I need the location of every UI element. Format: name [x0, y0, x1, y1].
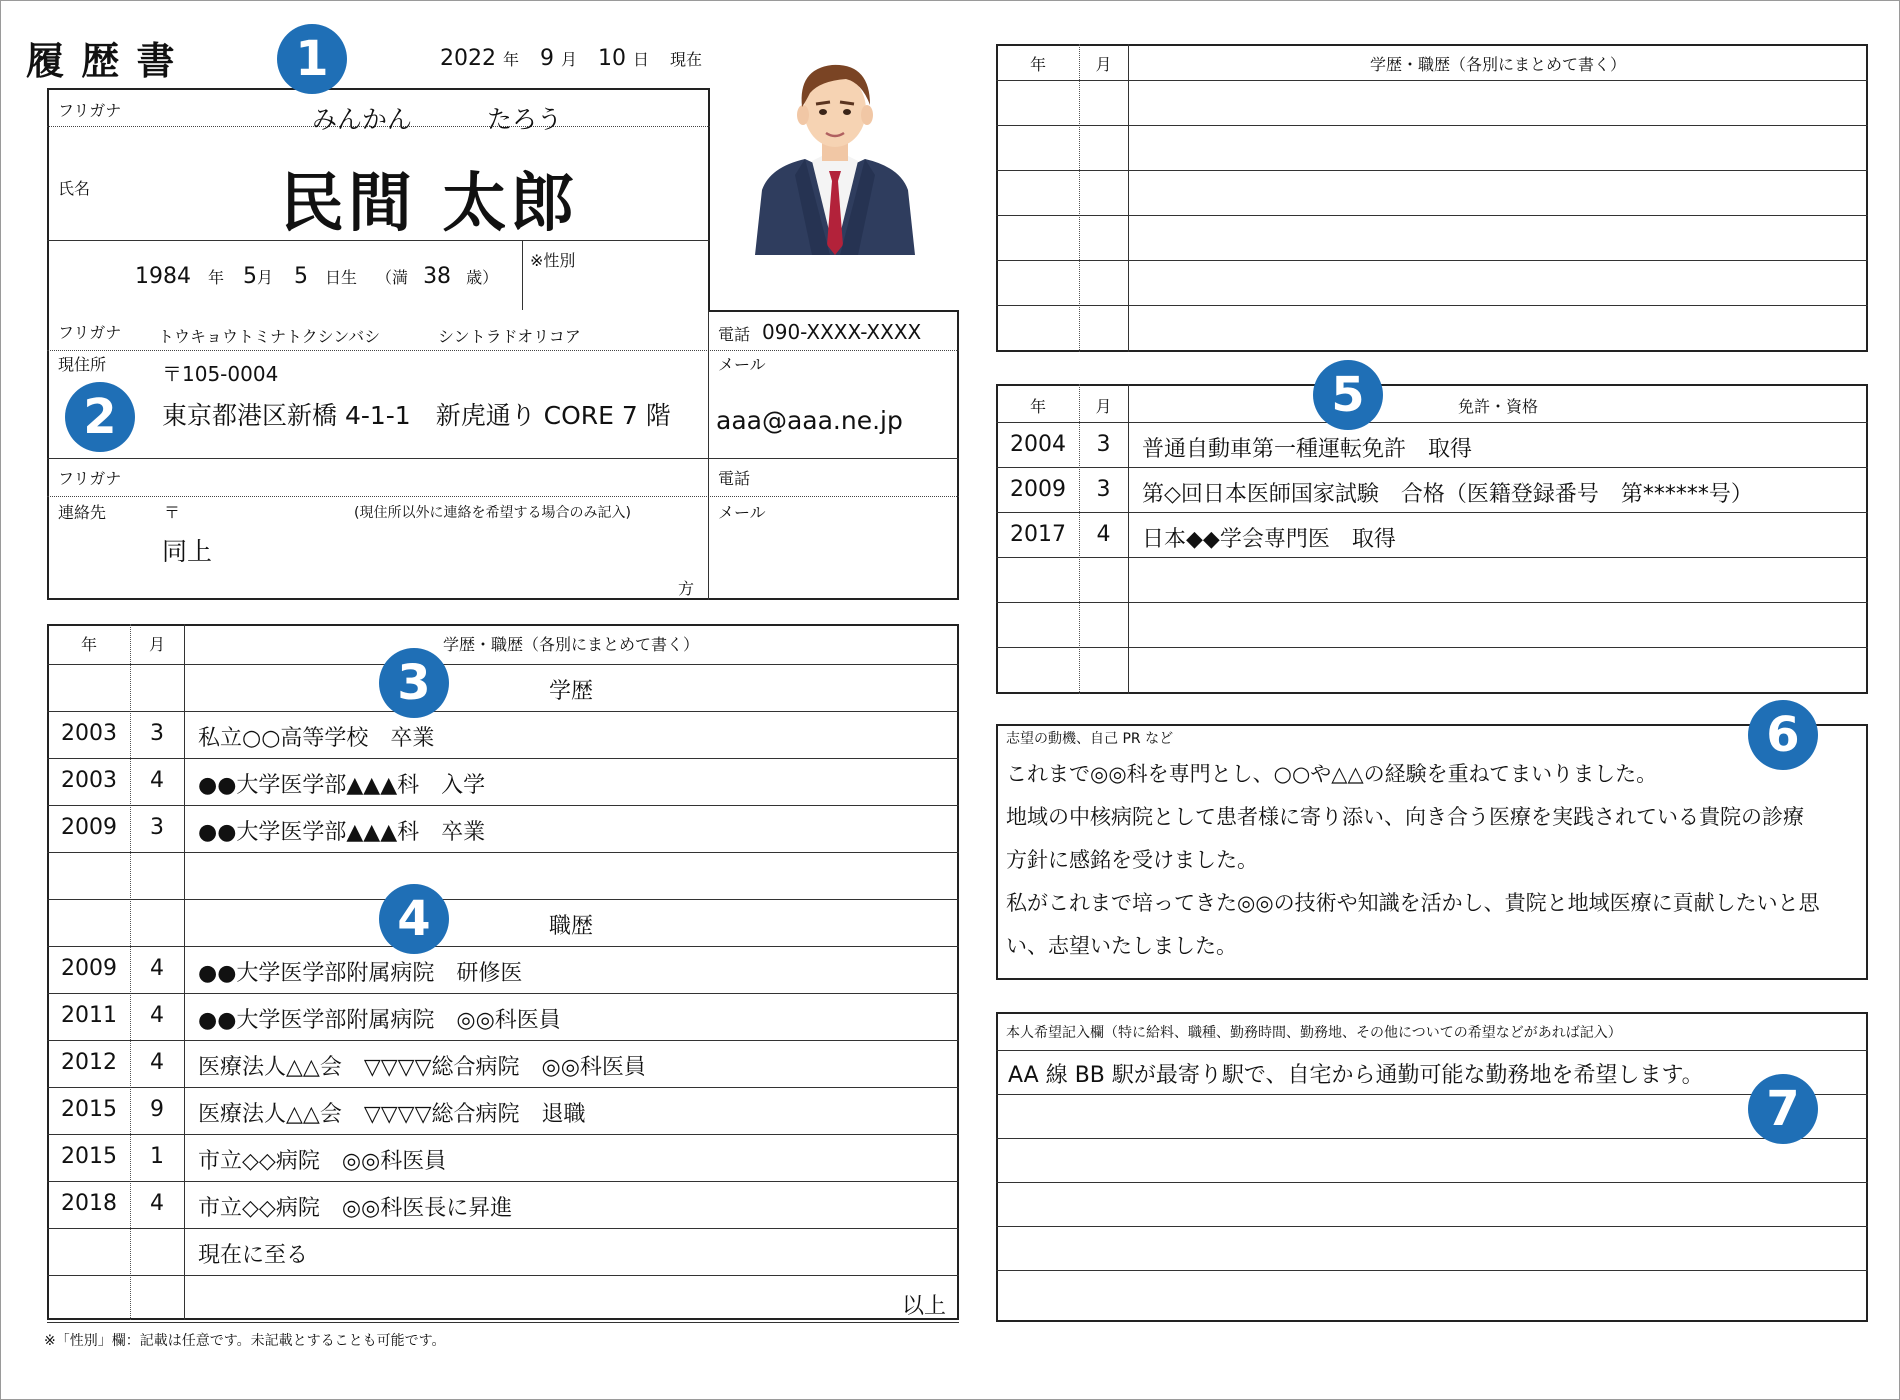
row-divider — [47, 1228, 959, 1229]
date-day: 10 — [598, 46, 627, 71]
gender-label: ※性別 — [530, 251, 576, 270]
row-divider — [47, 1134, 959, 1135]
furigana-label: フリガナ — [58, 101, 122, 120]
contact-note: (現住所以外に連絡を希望する場合のみ記入) — [354, 505, 631, 521]
history-entry: 私立○○高等学校 卒業 — [198, 726, 435, 751]
divider — [708, 310, 959, 312]
badge-6: 6 — [1748, 700, 1818, 770]
license-year: 2004 — [1010, 432, 1066, 457]
history-col-year: 年 — [80, 635, 97, 654]
history-entry: 医療法人△△会 ▽▽▽▽総合病院 退職 — [198, 1102, 586, 1127]
row-divider — [996, 557, 1868, 558]
date-month: 9 — [540, 46, 555, 71]
date-month-unit: 月 — [561, 50, 578, 69]
motivation-line: い、志望いたしました。 — [1006, 934, 1237, 958]
birth-year-unit: 年 — [208, 268, 225, 287]
wishes-label: 本人希望記入欄（特に給料、職種、勤務時間、勤務地、その他についての希望などがあれば記入） — [1006, 1025, 1622, 1041]
avatar — [750, 55, 920, 255]
address-phone-label: 電話 — [718, 325, 751, 344]
history-year: 2015 — [61, 1144, 117, 1169]
row-divider — [996, 602, 1868, 603]
row-divider — [996, 647, 1868, 648]
contact-value: 同上 — [162, 537, 213, 566]
history-month: 9 — [150, 1097, 164, 1122]
row-divider — [996, 305, 1868, 306]
history-col-month: 月 — [148, 635, 165, 654]
row-divider — [996, 170, 1868, 171]
birth-month: 5 — [243, 264, 258, 289]
address-phone: 090-XXXX-XXXX — [762, 320, 922, 344]
badge-3: 3 — [379, 648, 449, 718]
history-entry: 医療法人△△会 ▽▽▽▽総合病院 ◎◎科医員 — [198, 1055, 646, 1080]
badge-7: 7 — [1748, 1074, 1818, 1144]
history-month: 4 — [150, 1191, 164, 1216]
history-month: 3 — [150, 815, 164, 840]
history-month: 3 — [150, 721, 164, 746]
history2-col-year: 年 — [1029, 55, 1046, 74]
address-mail-label: メール — [718, 355, 766, 374]
name-label: 氏名 — [58, 179, 91, 198]
motivation-line: 方針に感銘を受けました。 — [1006, 848, 1258, 872]
license-entry: 日本◆◆学会専門医 取得 — [1142, 527, 1396, 552]
history-col-content: 学歴・職歴（各別にまとめて書く） — [442, 635, 699, 654]
history-month: 4 — [150, 1050, 164, 1075]
row-divider — [47, 1087, 959, 1088]
history-entry: ●●大学医学部附属病院 ◎◎科医員 — [198, 1008, 561, 1033]
motivation-line: 私がこれまで培ってきた◎◎の技術や知識を活かし、貴院と地域医療に貢献したいと思 — [1006, 891, 1820, 915]
history-entry: 市立◇◇病院 ◎◎科医員 — [198, 1149, 447, 1174]
full-name: 民間 太郎 — [280, 167, 579, 241]
history-entry: 以上 — [901, 1294, 946, 1319]
history-year: 2015 — [61, 1097, 117, 1122]
history-year: 2003 — [61, 768, 117, 793]
license-entry: 普通自動車第一種運転免許 取得 — [1142, 437, 1473, 462]
badge-4: 4 — [379, 884, 449, 954]
badge-5: 5 — [1313, 360, 1383, 430]
row-divider — [47, 1181, 959, 1182]
wishes-value: AA 線 BB 駅が最寄り駅で、自宅から通勤可能な勤務地を希望します。 — [1008, 1063, 1704, 1088]
page-title: 履 歴 書 — [26, 39, 177, 83]
row-divider — [47, 1275, 959, 1276]
license-col-year: 年 — [1029, 397, 1046, 416]
row-divider — [47, 852, 959, 853]
birth-date — [135, 264, 498, 289]
history2-col-content: 学歴・職歴（各別にまとめて書く） — [1369, 55, 1626, 74]
history-month: 4 — [150, 1003, 164, 1028]
row-divider — [996, 1094, 1868, 1095]
license-month: 3 — [1096, 432, 1111, 457]
row-divider — [996, 215, 1868, 216]
divider — [47, 458, 959, 459]
age-close: 歳） — [466, 268, 499, 287]
contact-phone-label: 電話 — [718, 469, 751, 488]
history-month: 4 — [150, 768, 164, 793]
birth-month-unit: 月 — [257, 268, 274, 287]
address-furigana-2: シントラドオリコア — [438, 327, 581, 346]
contact-label: 連絡先 — [58, 503, 107, 522]
history-entry: ●●大学医学部▲▲▲科 入学 — [198, 773, 486, 798]
history-year: 2011 — [61, 1003, 117, 1028]
contact-furigana-label: フリガナ — [58, 469, 122, 488]
divider — [47, 350, 959, 351]
license-year: 2017 — [1010, 522, 1066, 547]
history-section-heading: 学歴 — [548, 679, 593, 704]
history2-col-month: 月 — [1095, 55, 1112, 74]
date-year-unit: 年 — [503, 50, 520, 69]
row-divider — [996, 467, 1868, 468]
row-divider — [996, 125, 1868, 126]
row-divider — [47, 899, 959, 900]
divider — [522, 240, 523, 310]
row-divider — [996, 260, 1868, 261]
history-year: 2009 — [61, 956, 117, 981]
contact-suffix: 方 — [678, 579, 695, 598]
history-year: 2012 — [61, 1050, 117, 1075]
address-furigana-label: フリガナ — [58, 323, 122, 342]
history-entry: 市立◇◇病院 ◎◎科医長に昇進 — [198, 1196, 513, 1221]
birth-day-unit: 日生 — [325, 268, 358, 287]
date-suffix: 現在 — [670, 50, 703, 69]
license-col-content: 免許・資格 — [1457, 397, 1538, 416]
motivation-label: 志望の動機、自己 PR など — [1006, 731, 1174, 747]
age-value: 38 — [423, 264, 452, 289]
row-divider — [47, 1322, 959, 1323]
age-open: （満 — [376, 268, 409, 287]
history-month: 4 — [150, 956, 164, 981]
row-divider — [996, 1270, 1868, 1271]
row-divider — [996, 422, 1868, 423]
history-entry: ●●大学医学部附属病院 研修医 — [198, 961, 523, 986]
divider — [184, 624, 185, 1320]
row-divider — [996, 1182, 1868, 1183]
history-month: 1 — [150, 1144, 164, 1169]
history-year: 2009 — [61, 815, 117, 840]
badge-2: 2 — [65, 382, 135, 452]
address-mail: aaa@aaa.ne.jp — [716, 406, 903, 435]
history-entry: ●●大学医学部▲▲▲科 卒業 — [198, 820, 486, 845]
history-year: 2003 — [61, 721, 117, 746]
divider — [708, 310, 709, 600]
history-year: 2018 — [61, 1191, 117, 1216]
address-label: 現住所 — [58, 355, 107, 374]
row-divider — [47, 993, 959, 994]
footnote: ※「性別」欄：記載は任意です。未記載とすることも可能です。 — [44, 1333, 446, 1349]
row-divider — [47, 758, 959, 759]
row-divider — [996, 1050, 1868, 1051]
date-line — [440, 46, 702, 71]
date-year: 2022 — [440, 46, 496, 71]
license-month: 4 — [1096, 522, 1111, 547]
row-divider — [996, 512, 1868, 513]
row-divider — [47, 946, 959, 947]
license-col-month: 月 — [1095, 397, 1112, 416]
name-furigana: みんかん たろう — [312, 105, 563, 134]
row-divider — [47, 711, 959, 712]
row-divider — [996, 1226, 1868, 1227]
birth-year: 1984 — [135, 264, 191, 289]
divider — [47, 496, 959, 497]
row-divider — [47, 1040, 959, 1041]
address-postal: 〒105-0004 — [162, 362, 279, 386]
person-photo-icon — [750, 55, 920, 255]
address-furigana-1: トウキョウトミナトクシンバシ — [158, 327, 381, 346]
history-section-heading: 職歴 — [548, 914, 593, 939]
motivation-line: 地域の中核病院として患者様に寄り添い、向き合う医療を実践されている貴院の診療 — [1006, 805, 1804, 829]
contact-mail-label: メール — [718, 503, 766, 522]
history-entry: 現在に至る — [198, 1243, 309, 1268]
contact-postal: 〒 — [164, 503, 181, 522]
row-divider — [47, 664, 959, 665]
row-divider — [996, 1138, 1868, 1139]
row-divider — [47, 805, 959, 806]
license-entry: 第◇回日本医師国家試験 合格（医籍登録番号 第******号） — [1142, 482, 1753, 507]
badge-1: 1 — [277, 24, 347, 94]
birth-day: 5 — [294, 264, 309, 289]
row-divider — [996, 80, 1868, 81]
address-value: 東京都港区新橋 4-1-1 新虎通り CORE 7 階 — [162, 401, 671, 430]
motivation-line: これまで◎◎科を専門とし、○○や△△の経験を重ねてまいりました。 — [1006, 762, 1658, 786]
license-month: 3 — [1096, 477, 1111, 502]
license-year: 2009 — [1010, 477, 1066, 502]
name-box-right-border — [708, 88, 710, 310]
date-day-unit: 日 — [633, 50, 650, 69]
